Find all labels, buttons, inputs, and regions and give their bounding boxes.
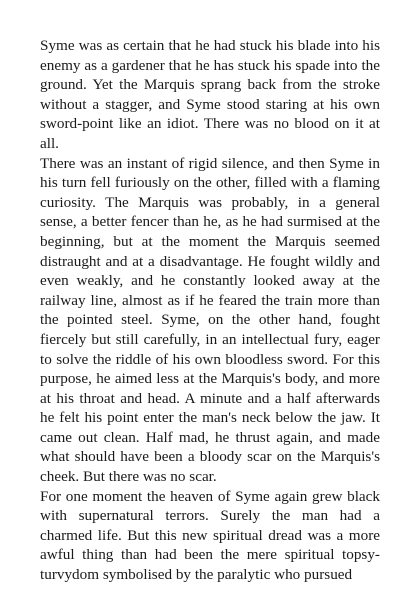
page-body xyxy=(40,36,380,585)
paragraph: There was an instant of rigid silence, and then Syme in his turn fell furiously on the other, filled with a flaming curiosity. The Marquis was probably, in a general sense, a better fencer than he, as he had surmised at the beginning, but at the moment the Marquis seemed distraught and at a disadvantage. He fought wildly and even weakly, and he constantly looked away at the railway line, almost as if he feared the train more than the pointed steel. Syme, on the other hand, fought fiercely but still carefully, in an intellectual fury, eager to solve the riddle of his own bloodless sword. For this purpose, he aimed less at the Marquis's body, and more at his throat and head. A minute and a half afterwards he felt his point enter the man's neck below the jaw. It came out clean. Half mad, he thrust again, and made what should have been a bloody scar on the Marquis's cheek. But there was no scar. xyxy=(40,154,380,486)
paragraph: Syme was as certain that he had stuck his blade into his enemy as a gardener that he has stuck his spade into the ground. Yet the Marquis sprang back from the stroke without a stagger, and Syme stood staring at his own sword-point like an idiot. There was no blood on it at all. xyxy=(40,37,380,152)
paragraph: For one moment the heaven of Syme again grew black with supernatural terrors. Surely the man had a charmed life. But this new spiritual dread was a more awful thing than had been the mere spiritual topsy-turvydom symbolised by the paralytic who pursued xyxy=(40,487,380,584)
